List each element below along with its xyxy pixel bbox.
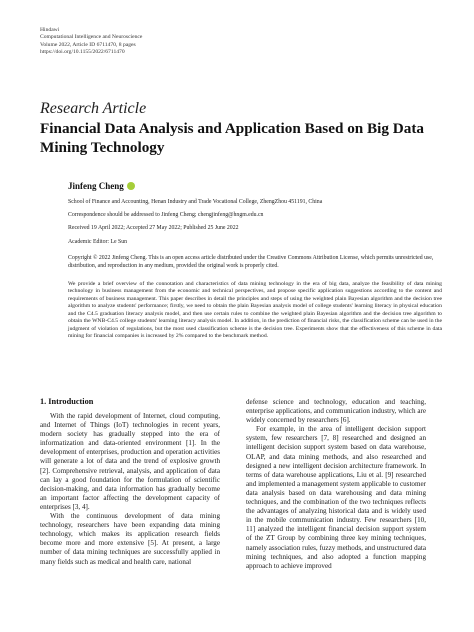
paragraph: defense science and technology, education and teaching, enterprise applications, and communication industry, which are widely concerned by researchers [6]. xyxy=(246,398,426,425)
paragraph: With the rapid development of Internet, cloud computing, and Internet of Things (IoT) technologies in recent years, modern society has gradually stepped into the era of informatization and data-oriented environment [1]. In the development of enterprises, production and operation activities will generate a lot of data and the trend of explosive growth [2]. Comprehensive retrieval, analysis, and application of data can lay a good foundation for the formulation of scientific decision-making, and data information has gradually become an important factor affecting the development capacity of enterprises [3, 4]. xyxy=(40,412,220,511)
volume-info: Volume 2022, Article ID 6711470, 8 pages xyxy=(40,41,136,48)
article-type: Research Article xyxy=(40,100,147,117)
doi-link[interactable]: https://doi.org/10.1155/2022/6711470 xyxy=(40,49,125,56)
paragraph: With the continuous development of data mining technology, researchers have been expanding data mining technology, which makes its application research fields become more and more extensive [5]. At present, a large number of data mining techniques are successfully applied in many fields such as medical and health care, national xyxy=(40,512,220,566)
author xyxy=(68,181,135,191)
abstract: We provide a brief overview of the connotation and characteristics of data mining technology in the era of big data, analyze the feasibility of data mining technology in business management from the economic and technical perspectives, and propose specific application suggestions according to the content and requirements of business management. This paper describes in detail the principles and steps of using the weighted plain Bayesian algorithm and the decision tree algorithm to analyze students' performance; firstly, we need to obtain the plain Bayesian analysis model of college students' learning literacy in physical education and the C4.5 graduation literacy analysis model, and then use certain rules to combine the weighted plain Bayesian algorithm and the decision tree algorithm to obtain the WNB-C4.5 college students' learning literacy analysis model. In addition, in the prediction of financial risks, the classification scheme can be used in the judgment of violation of regulations, but the most used classification scheme is the decision tree. Experiments show that the effectiveness of this scheme in data mining for financial companies is increased by 2% compared to the benchmark method. xyxy=(68,281,442,340)
right-column xyxy=(246,398,426,571)
paragraph: For example, in the area of intelligent decision support system, few researchers [7, 8] researched and designed an intelligent decision support system based on data warehouse, OLAP, and data mining methods, and also researched and designed a new intelligent decision architecture framework. In terms of data warehouse applications, Liu et al. [9] researched and implemented a management system applicable to customer data analysis based on data warehousing and data mining techniques, and the combination of the two techniques reflects the advantages of analyzing historical data and is widely used in the mobile communication industry. Few researchers [10, 11] analyzed the intelligent financial decision support system of the ZT Group by combining three key mining techniques, namely association rules, fuzzy methods, and unstructured data mining techniques, and also adopted a function mapping approach to achieve improved xyxy=(246,425,426,570)
copyright: Copyright © 2022 Jinfeng Cheng. This is an open access article distributed under the Creative Commons Attribution License, which permits unrestricted use, distribution, and reproduction in any medium, provided the original work is properly cited. xyxy=(68,255,434,269)
author-name[interactable]: Jinfeng Cheng xyxy=(68,181,124,191)
journal-name: Computational Intelligence and Neuroscience xyxy=(40,34,143,41)
dates: Received 19 April 2022; Accepted 27 May 2022; Published 25 June 2022 xyxy=(68,225,239,231)
left-column xyxy=(40,412,220,567)
orcid-icon[interactable] xyxy=(127,182,135,190)
article-title: Financial Data Analysis and Application Based on Big Data Mining Technology xyxy=(40,120,424,156)
journal-header xyxy=(40,27,142,57)
section-heading: 1. Introduction xyxy=(40,397,94,406)
academic-editor: Academic Editor: Le Sun xyxy=(68,239,128,245)
affiliation: School of Finance and Accounting, Henan Industry and Trade Vocational College, ZhengZhou 451191, China xyxy=(68,199,323,205)
journal-org: Hindawi xyxy=(40,27,60,33)
correspondence: Correspondence should be addressed to Jinfeng Cheng; chengjinfeng@hngm.edu.cn xyxy=(68,212,264,218)
